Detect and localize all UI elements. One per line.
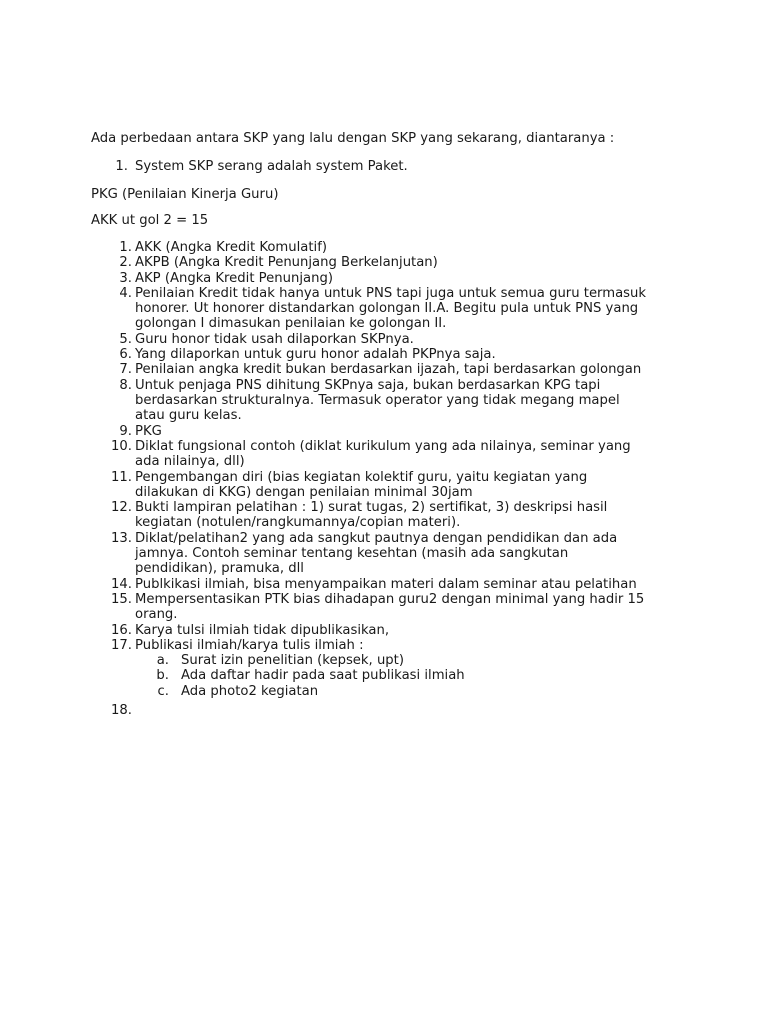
sub-list-item-marker: a. — [156, 653, 169, 669]
first-list-item-marker: 1. — [115, 159, 128, 174]
main-list-item-text: honorer. Ut honorer distandarkan golongan II.A. Begitu pula untuk PNS yang — [135, 301, 639, 317]
main-list-item-text: Guru honor tidak usah dilaporkan SKPnya. — [135, 331, 414, 347]
main-list-item-text: Diklat fungsional contoh (diklat kurikulum yang ada nilainya, seminar yang — [135, 438, 631, 454]
pkg-heading: PKG (Penilaian Kinerja Guru) — [91, 187, 279, 202]
main-list-item-marker: 14. — [111, 576, 132, 592]
main-list-item-text: dilakukan di KKG) dengan penilaian minimal 30jam — [135, 484, 473, 500]
main-list-item-marker: 8. — [119, 377, 132, 393]
main-list-item-marker: 16. — [111, 622, 132, 638]
main-list-item-text: Penilaian angka kredit bukan berdasarkan ijazah, tapi berdasarkan golongan — [135, 362, 642, 378]
sub-list-item-text: Ada daftar hadir pada saat publikasi ilmiah — [181, 668, 465, 684]
main-list-item-marker: 9. — [119, 423, 132, 439]
main-list-item-marker: 2. — [119, 255, 132, 271]
sub-list-item-marker: c. — [157, 683, 169, 699]
main-list-item-marker: 3. — [119, 270, 132, 286]
main-list-item-marker: 4. — [119, 285, 132, 301]
main-list-item-text: pendidikan), pramuka, dll — [135, 561, 304, 577]
main-list-item-text: Penilaian Kredit tidak hanya untuk PNS tapi juga untuk semua guru termasuk — [135, 285, 647, 301]
main-list-item-text: Karya tulsi ilmiah tidak dipublikasikan, — [135, 622, 390, 638]
main-list-item-text: Yang dilaporkan untuk guru honor adalah PKPnya saja. — [135, 347, 496, 363]
main-list-item-marker: 11. — [111, 469, 132, 485]
sub-list-item-text: Ada photo2 kegiatan — [181, 683, 319, 699]
main-list-item-text: atau guru kelas. — [135, 408, 242, 424]
main-list-item-marker: 7. — [119, 362, 132, 378]
main-list-item-marker: 1. — [119, 240, 132, 255]
main-list-item-marker: 12. — [111, 500, 132, 516]
first-list-item-text: System SKP serang adalah system Paket. — [135, 159, 408, 174]
main-list-item-text: kegiatan (notulen/rangkumannya/copian materi). — [135, 515, 461, 531]
main-list-item-marker: 18. — [111, 703, 132, 718]
intro-paragraph: Ada perbedaan antara SKP yang lalu dengan SKP yang sekarang, diantaranya : — [91, 131, 615, 146]
main-list-item-text: Mempersentasikan PTK bias dihadapan guru2 dengan minimal yang hadir 15 — [135, 591, 645, 607]
main-list-item-text: AKP (Angka Kredit Penunjang) — [135, 270, 333, 286]
main-list-item-text: ada nilainya, dll) — [135, 454, 245, 470]
main-list-item-text: jamnya. Contoh seminar tentang kesehtan (masih ada sangkutan — [135, 545, 569, 561]
main-list-item-marker: 15. — [111, 591, 132, 607]
main-list-item-text: berdasarkan strukturalnya. Termasuk operator yang tidak megang mapel — [135, 392, 620, 408]
main-list-item-text: Publkikasi ilmiah, bisa menyampaikan materi dalam seminar atau pelatihan — [135, 576, 637, 592]
main-list-item-text: Untuk penjaga PNS dihitung SKPnya saja, bukan berdasarkan KPG tapi — [135, 377, 601, 393]
akk-line: AKK ut gol 2 = 15 — [91, 213, 209, 228]
main-list-item-marker: 5. — [119, 331, 132, 347]
main-list-item-marker: 6. — [119, 347, 132, 363]
main-list-item-text: Publikasi ilmiah/karya tulis ilmiah : — [135, 637, 364, 653]
main-list-item-marker: 13. — [111, 530, 132, 546]
main-list-item-marker: 17. — [111, 637, 132, 653]
main-list-item-text: Diklat/pelatihan2 yang ada sangkut pautnya dengan pendidikan dan ada — [135, 530, 618, 546]
main-list-item-text: orang. — [135, 607, 178, 623]
main-list-item-text: Bukti lampiran pelatihan : 1) surat tugas, 2) sertifikat, 3) deskripsi hasil — [135, 500, 608, 516]
main-list-item-marker: 10. — [111, 438, 132, 454]
main-list-item-text: AKK (Angka Kredit Komulatif) — [135, 240, 328, 255]
sub-list-item-marker: b. — [156, 668, 169, 684]
main-list-item-text: AKPB (Angka Kredit Penunjang Berkelanjutan) — [135, 255, 438, 271]
main-list-item-text: PKG — [135, 423, 162, 439]
main-list-item-text: golongan I dimasukan penilaian ke golongan II. — [135, 316, 447, 332]
sub-list-item-text: Surat izin penelitian (kepsek, upt) — [181, 653, 404, 669]
main-list-item-text: Pengembangan diri (bias kegiatan kolektif guru, yaitu kegiatan yang — [135, 469, 588, 485]
